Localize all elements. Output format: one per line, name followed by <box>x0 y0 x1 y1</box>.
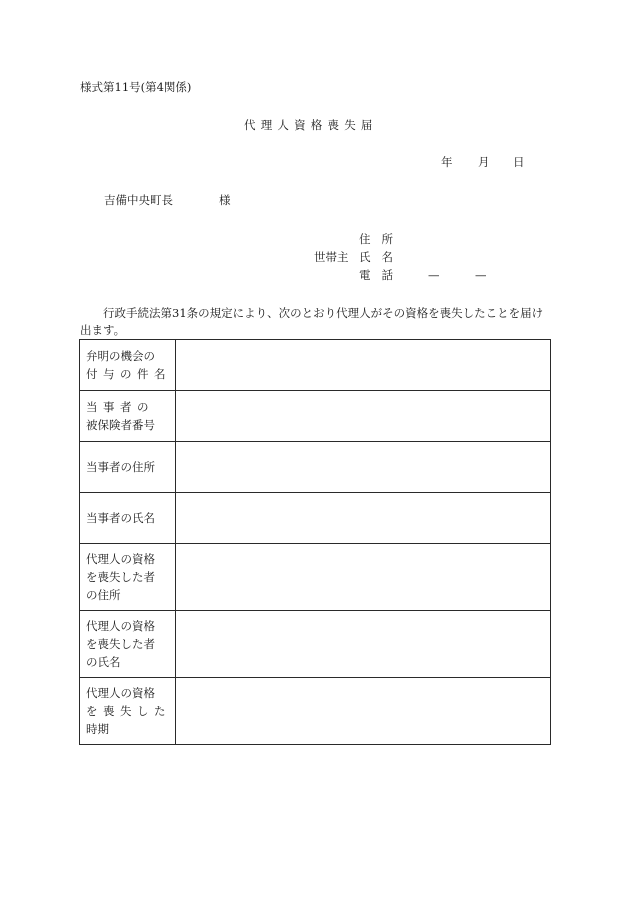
row-label <box>80 493 176 544</box>
row-value-field[interactable] <box>176 544 551 611</box>
addressee-honorific: 様 <box>219 193 231 207</box>
table-row <box>80 544 551 611</box>
phone-separator: — <box>428 268 440 282</box>
label-line: の住所 <box>86 588 121 602</box>
date-year-label: 年 <box>441 155 453 169</box>
table-row <box>80 611 551 678</box>
row-value-field[interactable] <box>176 391 551 442</box>
label-line: 当事者の住所 <box>86 460 155 474</box>
row-value-field[interactable] <box>176 493 551 544</box>
label-line: を喪失した <box>86 704 171 718</box>
label-line: 代理人の資格 <box>86 619 155 633</box>
label-line: 時期 <box>86 722 109 736</box>
table-row <box>80 391 551 442</box>
row-value-field[interactable] <box>176 340 551 391</box>
row-value-field[interactable] <box>176 442 551 493</box>
label-line: 当事者の氏名 <box>86 511 155 525</box>
applicant-address-label: 住所 <box>359 232 404 246</box>
table-row <box>80 340 551 391</box>
row-label <box>80 611 176 678</box>
label-line: を喪失した者 <box>86 570 155 584</box>
row-label <box>80 544 176 611</box>
form-table <box>79 339 551 745</box>
document-title: 代理人資格喪失届 <box>244 118 378 132</box>
row-value-field[interactable] <box>176 678 551 745</box>
applicant-household-head-label: 世帯主 <box>314 250 349 264</box>
applicant-phone-label: 電話 <box>359 268 404 282</box>
form-number: 様式第11号(第4関係) <box>80 80 192 94</box>
row-label <box>80 678 176 745</box>
addressee-name: 吉備中央町長 <box>104 193 173 207</box>
label-line: 代理人の資格 <box>86 552 155 566</box>
label-line: 弁明の機会の <box>86 349 155 363</box>
label-line: 被保険者番号 <box>86 418 155 432</box>
label-line: 当事者の <box>86 400 154 414</box>
date-month-label: 月 <box>478 155 490 169</box>
label-line: 付与の件名 <box>86 367 171 381</box>
row-label <box>80 340 176 391</box>
row-label <box>80 391 176 442</box>
row-value-field[interactable] <box>176 611 551 678</box>
label-line: の氏名 <box>86 655 121 669</box>
label-line: を喪失した者 <box>86 637 155 651</box>
date-day-label: 日 <box>513 155 525 169</box>
applicant-name-label: 氏名 <box>359 250 404 264</box>
table-row <box>80 678 551 745</box>
phone-separator: — <box>475 268 487 282</box>
table-row <box>80 493 551 544</box>
table-row <box>80 442 551 493</box>
row-label <box>80 442 176 493</box>
label-line: 代理人の資格 <box>86 686 155 700</box>
statement-text: 行政手続法第31条の規定により、次のとおり代理人がその資格を喪失したことを届け出ます。 <box>80 306 544 337</box>
